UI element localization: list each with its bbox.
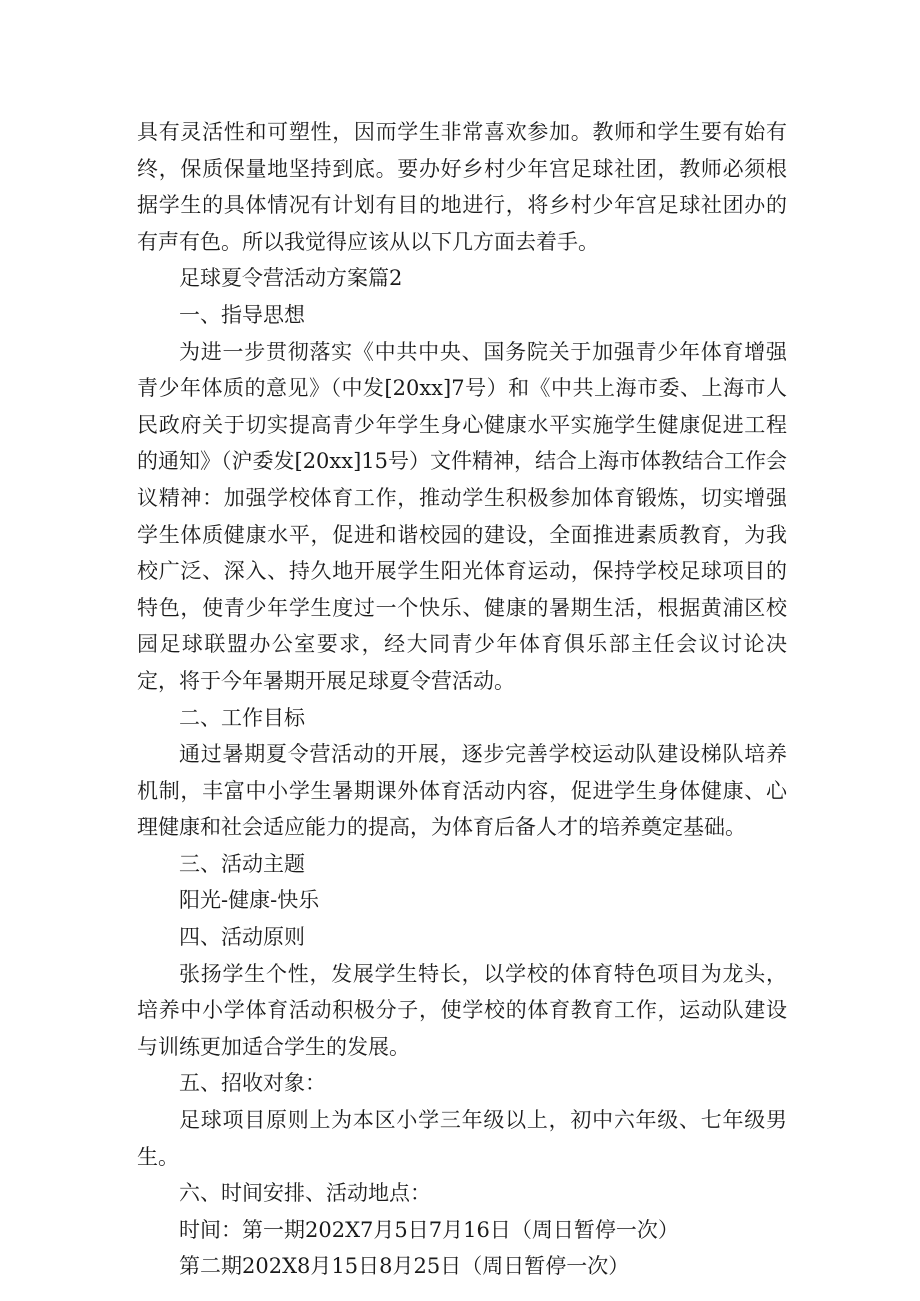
heading-enrollment: 五、招收对象： [179,1071,326,1096]
paragraph-schedule-second: 第二期202X8月15日8月25日（周日暂停一次） [179,1254,630,1279]
paragraph-activity-principles: 张扬学生个性，发展学生特长，以学校的体育特色项目为龙头，培养中小学体育活动积极分子，使学校的体育教育工作，运动队建设与训练更加适合学生的发展。 [137,961,787,1059]
paragraph-work-goals: 通过暑期夏令营活动的开展，逐步完善学校运动队建设梯队培养机制，丰富中小学生暑期课外体育活动内容，促进学生身体健康、心理健康和社会适应能力的提高，为体育后备人才的培养奠定基础。 [137,742,787,840]
heading-guiding-ideology: 一、指导思想 [179,302,305,327]
paragraph-enrollment: 足球项目原则上为本区小学三年级以上，初中六年级、七年级男生。 [137,1108,787,1169]
paragraph-intro: 具有灵活性和可塑性，因而学生非常喜欢参加。教师和学生要有始有终，保质保量地坚持到底。要办好乡村少年宫足球社团，教师必须根据学生的具体情况有计划有目的地进行，将乡村少年宫足球社团办的有声有色。所以我觉得应该从以下几方面去着手。 [137,120,787,254]
heading-activity-theme: 三、活动主题 [179,851,305,876]
heading-work-goals: 二、工作目标 [179,705,305,730]
section-title: 足球夏令营活动方案篇2 [179,266,403,291]
paragraph-activity-theme: 阳光-健康-快乐 [179,888,320,913]
heading-schedule-location: 六、时间安排、活动地点： [179,1181,431,1206]
paragraph-guiding-ideology: 为进一步贯彻落实《中共中央、国务院关于加强青少年体育增强青少年体质的意见》（中发[20xx]7号）和《中共上海市委、上海市人民政府关于切实提高青少年学生身心健康水平实施学生健康促进工程的通知》（沪委发[20xx]15号）文件精神，结合上海市体教结合工作会议精神：加强学校体育工作，推动学生积极参加体育锻炼，切实增强学生体质健康水平，促进和谐校园的建设，全面推进素质教育，为我校广泛、深入、持久地开展学生阳光体育运动，保持学校足球项目的特色，使青少年学生度过一个快乐、健康的暑期生活，根据黄浦区校园足球联盟办公室要求，经大同青少年体育俱乐部主任会议讨论决定，将于今年暑期开展足球夏令营活动。 [137,339,788,693]
heading-activity-principles: 四、活动原则 [179,925,305,950]
paragraph-schedule-first: 时间：第一期202X7月5日7月16日（周日暂停一次） [179,1217,679,1242]
document-body [137,114,787,1285]
